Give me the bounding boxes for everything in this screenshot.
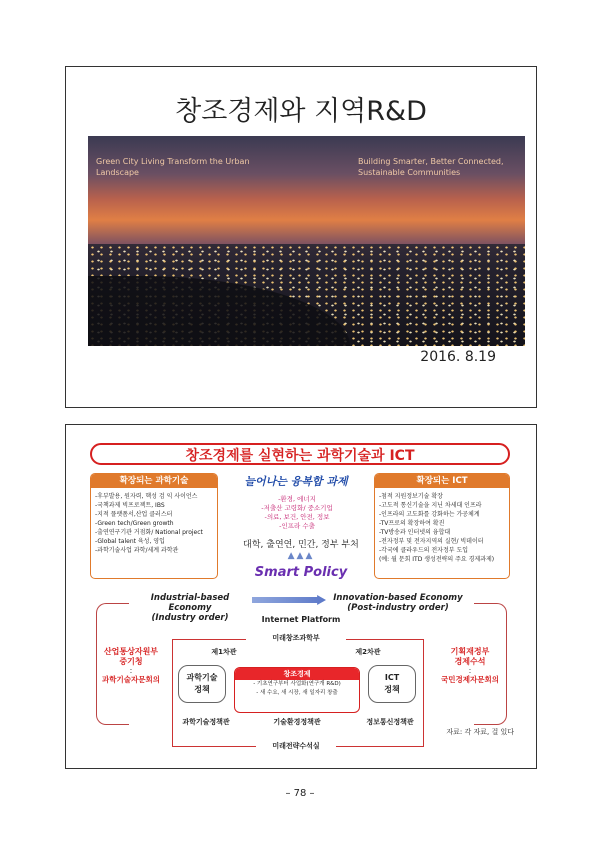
innovation-economy: [328, 593, 468, 613]
ict-policy-node: ICT 정책: [368, 665, 416, 703]
convergence-item: -저출산 고령화/ 중소기업: [261, 504, 333, 512]
left-side-council: 과학기술자문회의: [102, 675, 160, 684]
left-side-orgs: [90, 647, 172, 685]
ict-box-title: 확장되는 ICT: [375, 474, 509, 488]
left-side-ministry: 산업통상자원부: [103, 647, 159, 656]
ict-item: -TV방송과 인터넷의 융합대: [379, 529, 451, 536]
tech-item: -출연연구기관 거점화/ National project: [95, 529, 203, 536]
science-policy-node: 과학기술 정책: [178, 665, 226, 703]
ict-item: -전자정부 및 전자지역의 실현/ 빅데이터: [379, 538, 484, 545]
right-side-council: 국민경제자문회의: [441, 675, 499, 684]
innovation-economy-order: (Post-industry order): [347, 603, 449, 613]
right-side-ministry: 기획재정부: [450, 647, 490, 656]
tech-item: -Green tech/Green growth: [95, 520, 174, 527]
innovation-economy-label: Innovation-based Economy: [333, 593, 463, 603]
tech-box: [90, 473, 218, 579]
ict-item: -고도적 통신기술을 지닌 차세대 인프라: [379, 502, 482, 509]
smart-policy-label: Smart Policy: [254, 565, 348, 580]
convergence-item: -환경, 에너지: [278, 495, 316, 503]
convergence-item: -의료, 보건, 안전, 정보: [264, 513, 330, 521]
left-side-dot: :: [129, 666, 133, 675]
internet-platform-label: Internet Platform: [261, 615, 341, 624]
source-note: 자료: 각 자료, 걸 있다: [446, 728, 514, 736]
ict-item: (예: 월 문회 ITD 생성전략의 주요 경제과제): [379, 556, 495, 563]
convergence-items: [242, 495, 352, 531]
convergence-title: 늘어나는 융복합 과제: [244, 475, 348, 488]
creative-economy-box: [234, 667, 360, 713]
diagram-banner: 창조경제를 실현하는 과학기술과 ICT: [90, 443, 510, 465]
ict-box: [374, 473, 510, 579]
industrial-economy-order: (Industry order): [151, 613, 229, 623]
tech-item: -후부발용, 원자력, 핵성 검 익 사이언스: [95, 493, 198, 500]
right-side-secretary: 경제수석: [454, 657, 486, 666]
ict-item: -인프라의 고도화를 강화하는 가공체계: [379, 511, 480, 518]
tech-env-policy-office: 기술환경정책관: [273, 718, 321, 726]
right-side-orgs: [428, 647, 512, 685]
slide-date: 2016. 8.19: [420, 349, 496, 365]
page-number: – 78 –: [285, 788, 315, 799]
tech-item: -Global talent 육성, 영입: [95, 538, 165, 545]
up-arrows-icon: ▲▲▲: [287, 551, 315, 561]
slide-title-page: [65, 66, 537, 408]
science-policy-office: 과학기술정책관: [182, 718, 230, 726]
economy-transition-arrow-icon: [252, 595, 326, 605]
creative-economy-item: - 새 수요, 새 시장, 새 일자리 창출: [256, 690, 338, 696]
creative-economy-title: 창조경제: [235, 668, 359, 680]
ict-box-items: [375, 488, 509, 568]
right-side-dot: :: [468, 666, 472, 675]
ministry-label: 미래창조과학부: [246, 633, 346, 643]
creative-economy-items: [235, 680, 359, 698]
vice-minister-2: 제2차관: [355, 648, 381, 656]
tech-item: -지적 플랫폼서,산업 클러스터: [95, 511, 173, 518]
convergence-item: -인프라 수출: [279, 522, 315, 530]
industrial-economy: [130, 593, 250, 623]
photo-caption-right: Building Smarter, Better Connected, Sustainable Communities: [358, 157, 504, 177]
tech-item: -국책과제 빅프로젝트, IBS: [95, 502, 165, 509]
city-night-photo: [88, 136, 525, 346]
ict-item: -각국에 클라우드의 전자정부 도입: [379, 547, 469, 554]
tech-box-title: 확장되는 과학기술: [91, 474, 217, 488]
vice-minister-1: 제1차관: [211, 648, 237, 656]
photo-caption-left: Green City Living Transform the Urban Landscape: [96, 157, 250, 177]
industrial-economy-label: Industrial-based Economy: [150, 593, 230, 613]
tech-box-items: [91, 488, 217, 559]
ict-item: -첨적 지원정보기술 확장: [379, 493, 443, 500]
slide-diagram: [65, 424, 537, 769]
ict-item: -TV프로의 확장하여 확진: [379, 520, 445, 527]
slide-title: 창조경제와 지역R&D: [175, 96, 427, 127]
ict-policy-office: 정보통신정책관: [366, 718, 414, 726]
future-strategy-office: 미래전략수석실: [256, 741, 336, 751]
left-side-agency: 중기청: [119, 657, 143, 666]
actors-label: 대학, 출연연, 민간, 정부 부처: [243, 540, 359, 550]
creative-economy-item: - 기초연구부터 사업화(연구개 R&D): [253, 681, 341, 687]
tech-item: -과학기술사업 과학/세계 과학관: [95, 547, 179, 554]
